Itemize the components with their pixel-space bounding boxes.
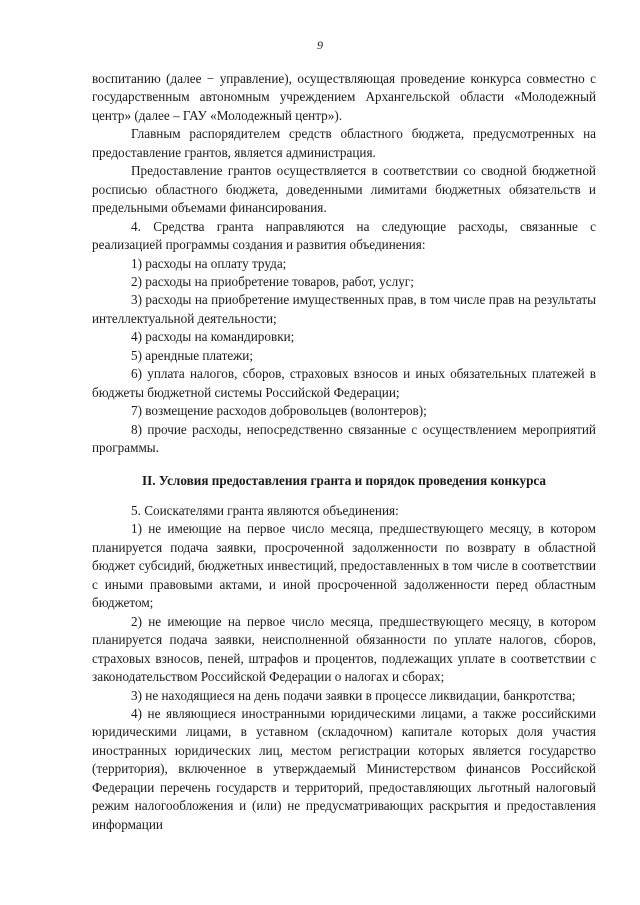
expense-item: 4) расходы на командировки; bbox=[131, 329, 295, 345]
document-body bbox=[92, 70, 596, 834]
expense-item: 6) уплата налогов, сборов, страховых взносов и иных обязательных платежей в бюджеты бюджетной системы Российской Федерации; bbox=[92, 366, 596, 400]
paragraph: воспитанию (далее − управление), осуществляющая проведение конкурса совместно с государственным автономным учреждением Архангельской области «Молодежный центр» (далее – ГАУ «Молодежный центр»). bbox=[92, 71, 596, 123]
expense-item: 2) расходы на приобретение товаров, работ, услуг; bbox=[131, 273, 414, 289]
section-heading: II. Условия предоставления гранта и порядок проведения конкурса bbox=[141, 472, 547, 488]
condition-item: 2) не имеющие на первое число месяца, предшествующего месяцу, в котором планируется подача заявки, неисполненной обязанности по уплате налогов, сборов, страховых взносов, пеней, штрафов и процентов, подлежащих уплате в соответствии с законодательством Российской Федерации о налогах и сборах; bbox=[92, 613, 596, 685]
expense-item: 5) арендные платежи; bbox=[131, 347, 254, 363]
expense-item: 7) возмещение расходов добровольцев (волонтеров); bbox=[131, 403, 427, 419]
page-number: 9 bbox=[317, 38, 323, 52]
expense-item: 8) прочие расходы, непосредственно связанные с осуществлением мероприятий программы. bbox=[92, 421, 596, 456]
paragraph: Предоставление грантов осуществляется в соответствии со сводной бюджетной росписью областного бюджета, доведенными лимитами бюджетных обязательств и предельными объемами финансирования. bbox=[92, 163, 596, 216]
expense-item: 3) расходы на приобретение имущественных прав, в том числе прав на результаты интеллектуальной деятельности; bbox=[92, 292, 596, 326]
paragraph: 5. Соискателями гранта являются объединения: bbox=[131, 502, 399, 518]
condition-item: 1) не имеющие на первое число месяца, предшествующего месяцу, в котором планируется подача заявки, просроченной задолженности по возврату в областной бюджет субсидий, бюджетных инвестиций, предоставленных в том числе в соответствии с иными правовыми актами, и иной просроченной задолженности перед областным бюджетом; bbox=[92, 521, 596, 611]
condition-item: 4) не являющиеся иностранными юридическими лицами, а также российскими юридическими лицами, в уставном (складочном) капитале которых доля участия иностранных юридических лиц, местом регистрации которых является государство (территория), включенное в утверждаемый Министерством финансов Российской Федерации перечень государств и территорий, предоставляющих льготный налоговый режим налогообложения и (или) не предусматривающих раскрытия и предоставления информации bbox=[92, 705, 596, 832]
condition-item: 3) не находящиеся на день подачи заявки в процессе ликвидации, банкротства; bbox=[131, 687, 576, 703]
paragraph: 4. Средства гранта направляются на следующие расходы, связанные с реализацией программы создания и развития объединения: bbox=[92, 218, 596, 253]
paragraph: Главным распорядителем средств областного бюджета, предусмотренных на предоставление грантов, является администрация. bbox=[92, 126, 596, 160]
expense-item: 1) расходы на оплату труда; bbox=[131, 255, 287, 271]
